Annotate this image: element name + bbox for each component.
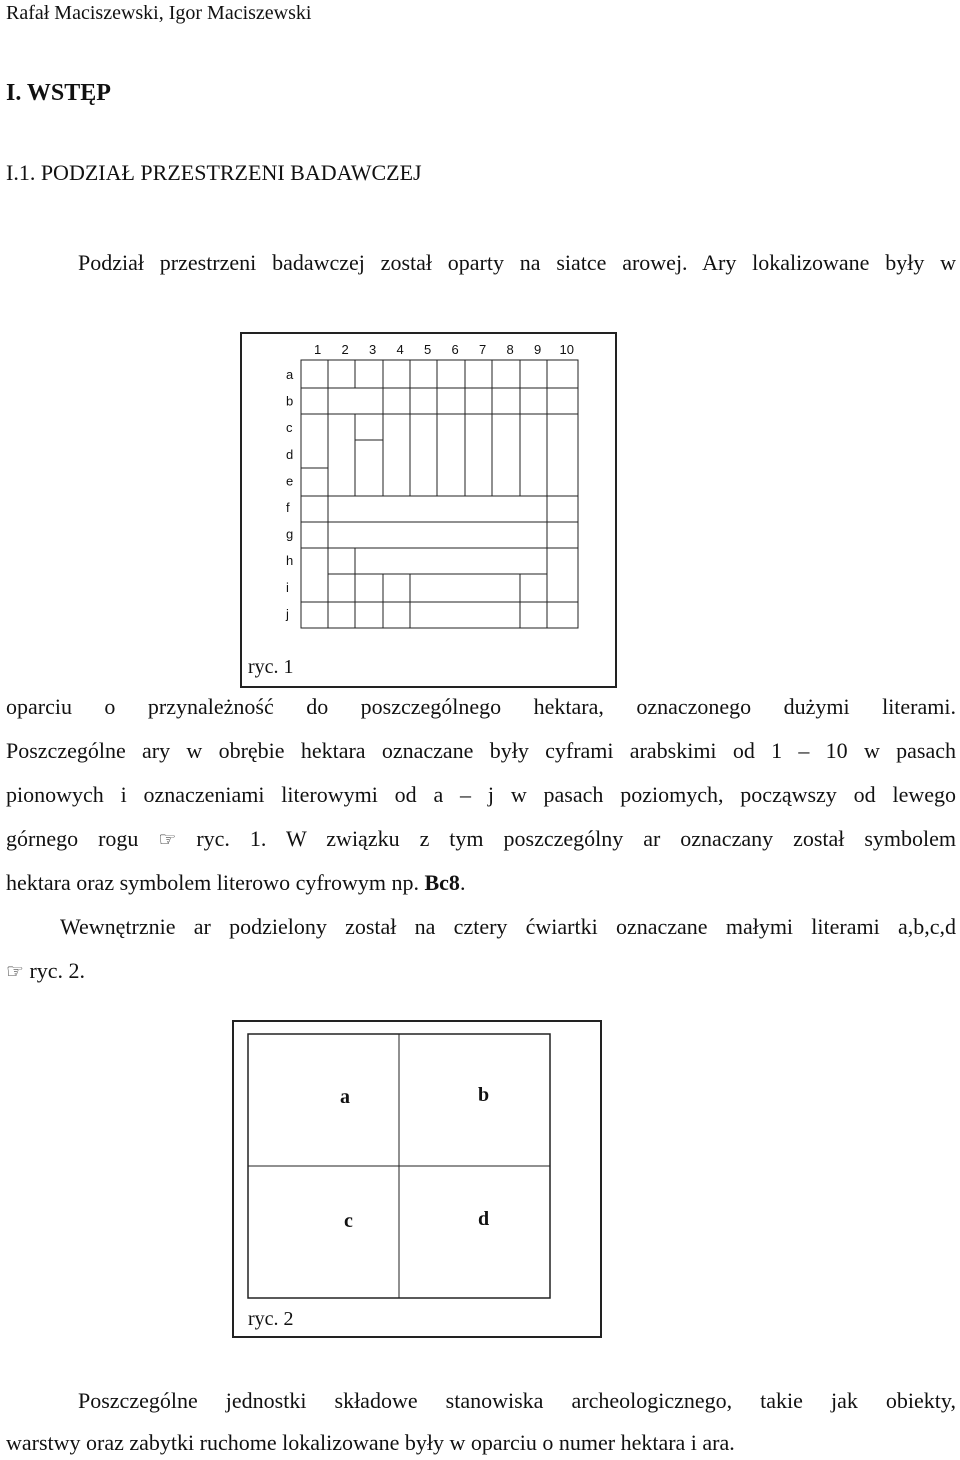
row-label-c: c bbox=[286, 420, 293, 436]
quadrant-d-label: d bbox=[478, 1208, 490, 1230]
row-label-g: g bbox=[286, 526, 294, 542]
column-label-7: 7 bbox=[479, 342, 487, 357]
section-title: I. WSTĘP bbox=[6, 80, 111, 106]
pointing-hand-icon: ☞ bbox=[158, 829, 177, 851]
paragraph1-line4: pionowych i oznaczeniami literowymi od a – j w pasach poziomych, począwszy od lewego bbox=[6, 782, 956, 807]
paragraph3-line1: Poszczególne jednostki składowe stanowiska archeologicznego, takie jak obiekty, bbox=[78, 1388, 956, 1413]
column-label-3: 3 bbox=[369, 342, 377, 357]
column-label-1: 1 bbox=[314, 342, 322, 357]
row-label-f: f bbox=[286, 500, 290, 515]
quadrant-c-label: c bbox=[344, 1210, 353, 1232]
figure-2-caption: ryc. 2 bbox=[248, 1308, 294, 1330]
paragraph3-line2: warstwy oraz zabytki ruchome lokalizowane były w oparciu o numer hektara i ara. bbox=[6, 1430, 735, 1455]
paragraph1-line6 bbox=[6, 870, 956, 896]
paragraph1-line1: Podział przestrzeni badawczej został oparty na siatce arowej. Ary lokalizowane były w bbox=[78, 250, 956, 275]
column-label-9: 9 bbox=[534, 342, 542, 357]
row-label-j: j bbox=[286, 606, 289, 622]
paragraph1-line2: oparciu o przynależność do poszczególnego hektara, oznaczonego dużymi literami. bbox=[6, 694, 956, 719]
pointing-hand-icon: ☞ bbox=[6, 961, 24, 983]
paragraph1-line3: Poszczególne ary w obrębie hektara oznaczane były cyframi arabskimi od 1 – 10 w pasach bbox=[6, 738, 956, 763]
example-symbol: Bc8 bbox=[424, 870, 460, 895]
grid-drawing bbox=[242, 334, 615, 686]
quadrant-drawing bbox=[234, 1022, 600, 1336]
row-label-a: a bbox=[286, 367, 294, 382]
subsection-title: I.1. PODZIAŁ PRZESTRZENI BADAWCZEJ bbox=[6, 160, 422, 185]
paragraph1-line5-start: górnego rogu bbox=[6, 826, 139, 851]
column-label-8: 8 bbox=[506, 342, 514, 357]
paragraph1-line6-start: hektara oraz symbolem literowo cyfrowym np. bbox=[6, 870, 419, 895]
paragraph2-line2 bbox=[6, 958, 956, 984]
row-label-e: e bbox=[286, 473, 294, 489]
figure-2-quadrants bbox=[232, 1020, 602, 1338]
row-label-i: i bbox=[286, 579, 289, 595]
paragraph1-line5 bbox=[6, 826, 956, 852]
paragraph2-line1: Wewnętrznie ar podzielony został na cztery ćwiartki oznaczane małymi literami a,b,c,d bbox=[60, 914, 956, 939]
column-label-2: 2 bbox=[341, 342, 349, 357]
running-header-authors: Rafał Maciszewski, Igor Maciszewski bbox=[6, 2, 312, 24]
column-label-5: 5 bbox=[424, 342, 432, 357]
row-label-b: b bbox=[286, 393, 294, 409]
column-label-10: 10 bbox=[559, 342, 574, 357]
paragraph1-line5-end: ryc. 1. W związku z tym poszczególny ar oznaczany został symbolem bbox=[196, 826, 957, 851]
quadrant-a-label: a bbox=[340, 1086, 350, 1108]
paragraph2-line2-text: ryc. 2. bbox=[29, 958, 86, 983]
quadrant-b-label: b bbox=[478, 1084, 490, 1106]
paragraph1-line6-end: . bbox=[459, 870, 466, 895]
row-label-h: h bbox=[286, 553, 294, 569]
column-label-4: 4 bbox=[396, 342, 404, 357]
column-label-6: 6 bbox=[451, 342, 459, 357]
figure-1-grid bbox=[240, 332, 617, 688]
figure-1-caption: ryc. 1 bbox=[248, 656, 294, 678]
row-label-d: d bbox=[286, 446, 294, 462]
